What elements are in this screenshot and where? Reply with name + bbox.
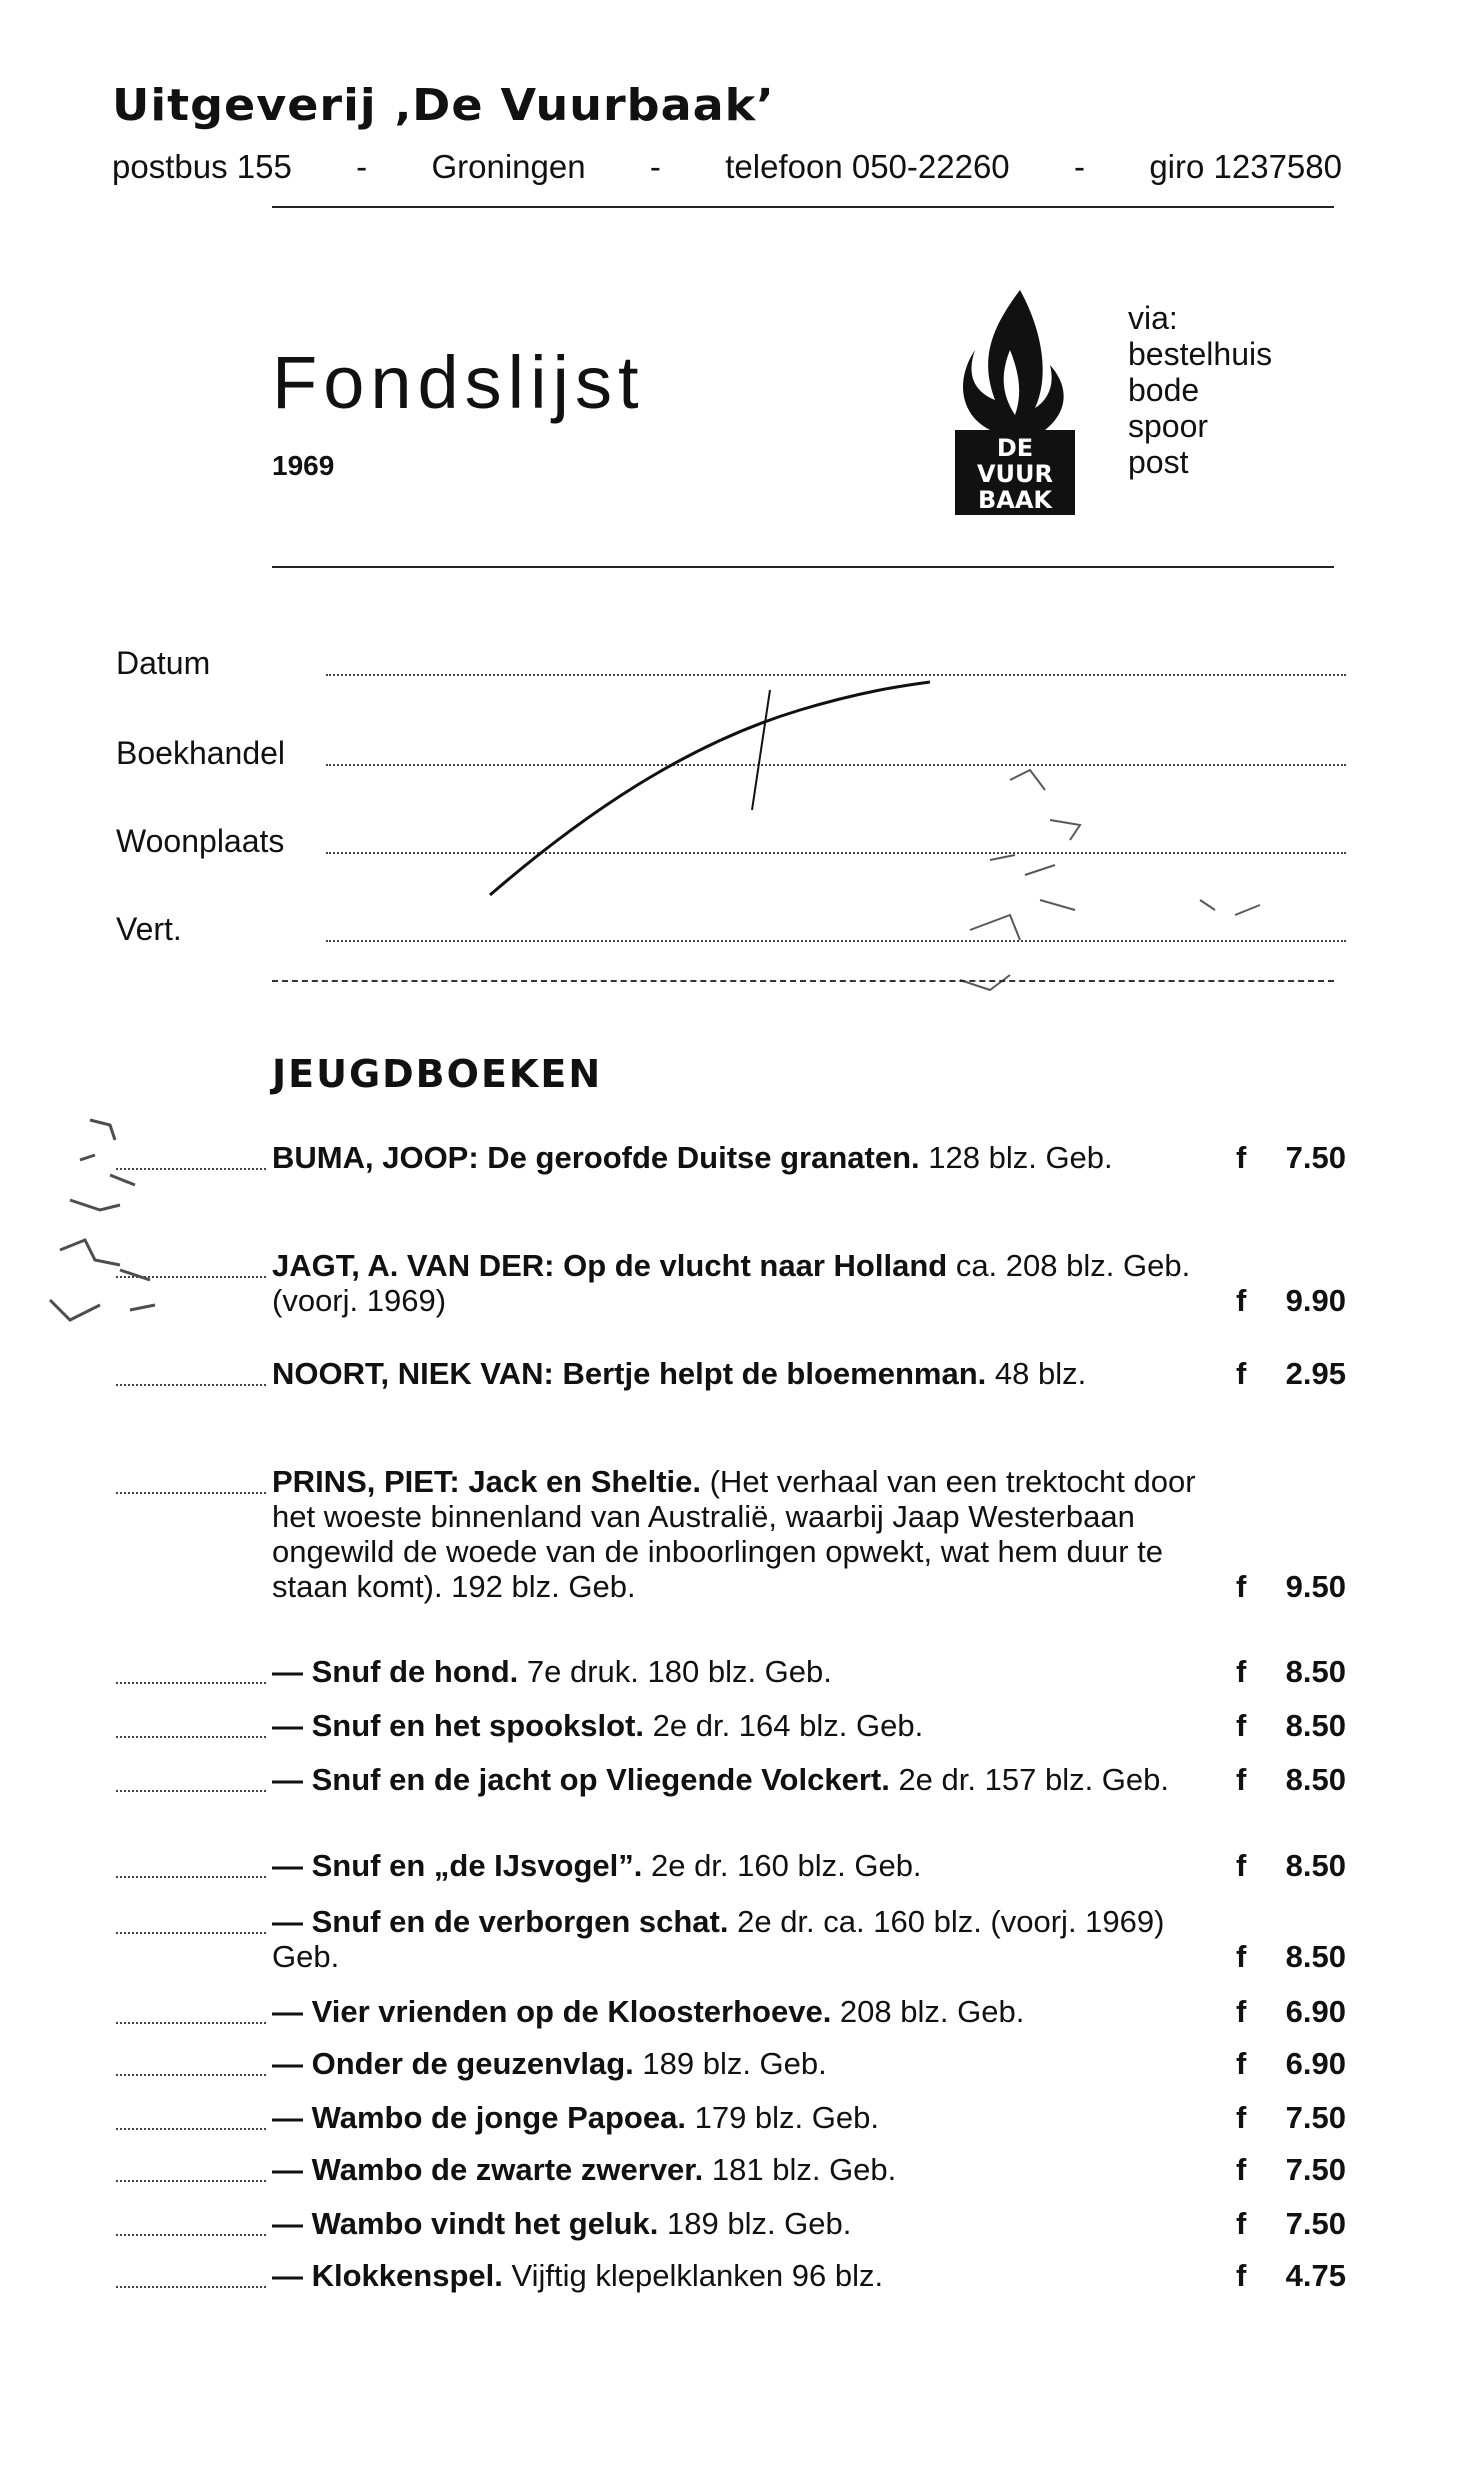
book-entry [116,1140,1346,1175]
svg-text:BAAK: BAAK [977,486,1053,514]
book-description [272,1464,1232,1604]
currency-symbol: f [1236,1939,1247,1974]
page-title: Fondslijst [272,341,645,424]
book-title: — Snuf en het spookslot. [272,1708,645,1743]
form-label-vert: Vert. [116,911,182,947]
year-label: 1969 [272,450,335,481]
book-details: 189 blz. Geb. [658,2206,852,2241]
order-quantity-field[interactable] [116,2180,266,2182]
price-value: 6.90 [1285,1994,1346,2029]
form-label-boekhandel: Boekhandel [116,735,286,771]
book-description [272,1904,1232,1974]
form-row-vert [116,906,1346,950]
book-price [1236,1848,1346,1883]
book-entry [116,1994,1346,2029]
book-title: — Vier vrienden op de Kloosterhoeve. [272,1994,832,2029]
book-title: — Wambo de zwarte zwerver. [272,2152,704,2187]
contact-sep: - [649,148,661,185]
order-quantity-field[interactable] [116,2286,266,2288]
book-entry [116,1464,1346,1604]
book-price [1236,1569,1346,1604]
order-quantity-field[interactable] [116,2234,266,2236]
book-price [1236,2100,1346,2135]
via-option: spoor [1128,408,1209,444]
price-value: 8.50 [1285,1708,1346,1743]
book-price [1236,2206,1346,2241]
book-description [272,1994,1232,2029]
price-value: 7.50 [1285,2206,1346,2241]
currency-symbol: f [1236,1654,1247,1689]
currency-symbol: f [1236,2258,1247,2293]
contact-sep: - [1073,148,1085,185]
currency-symbol: f [1236,2152,1247,2187]
book-title: — Snuf en „de IJsvogel”. [272,1848,643,1883]
book-details: Vijftig klepelklanken 96 blz. [502,2258,884,2293]
book-title: PRINS, PIET: Jack en Sheltie. [272,1464,701,1499]
book-title: — Snuf en de jacht op Vliegende Volckert. [272,1762,890,1797]
order-quantity-field[interactable] [116,2128,266,2130]
book-description [272,2206,1232,2241]
delivery-options [1128,300,1272,480]
contact-city: Groningen [431,148,586,185]
book-description [272,2258,1232,2293]
book-title: JAGT, A. VAN DER: Op de vlucht naar Holland [272,1248,948,1283]
currency-symbol: f [1236,2206,1247,2241]
book-price [1236,1356,1346,1391]
order-quantity-field[interactable] [116,1932,266,1934]
form-label-datum: Datum [116,645,211,681]
via-option: bestelhuis [1128,336,1273,372]
book-title: — Snuf en de verborgen schat. [272,1904,729,1939]
price-value: 9.90 [1285,1283,1346,1318]
currency-symbol: f [1236,2100,1247,2135]
order-quantity-field[interactable] [116,1790,266,1792]
book-entry [116,2100,1346,2135]
book-title: — Onder de geuzenvlag. [272,2046,634,2081]
book-price [1236,2046,1346,2081]
form-row-boekhandel [116,730,1346,774]
book-entry [116,1904,1346,1974]
via-option: bode [1128,372,1200,408]
order-quantity-field[interactable] [116,1876,266,1878]
price-value: 4.75 [1285,2258,1346,2293]
currency-symbol: f [1236,1356,1247,1391]
book-title: NOORT, NIEK VAN: Bertje helpt de bloemenman. [272,1356,987,1391]
currency-symbol: f [1236,1708,1247,1743]
price-value: 7.50 [1285,1140,1346,1175]
book-details: 48 blz. [986,1356,1087,1391]
price-value: 8.50 [1285,1762,1346,1797]
form-row-woonplaats [116,818,1346,862]
book-details: 2e dr. ca. 160 blz. (voorj. 1969) Geb. [272,1904,1165,1974]
book-description [272,1140,1232,1175]
form-divider [272,980,1334,982]
vert-field[interactable] [326,940,1346,942]
contact-giro: giro 1237580 [1149,148,1342,185]
order-quantity-field[interactable] [116,2074,266,2076]
book-description [272,2152,1232,2187]
book-details: 2e dr. 157 blz. Geb. [889,1762,1170,1797]
book-details: (Het verhaal van een trektocht door het woeste binnenland van Australië, waarbij Jaap Westerbaan ongewild de woede van de inboorlingen opwekt, wat hem duur te staan komt). 192 blz. Geb. [272,1464,1196,1604]
book-details: 128 blz. Geb. [919,1140,1113,1175]
book-title: — Wambo de jonge Papoea. [272,2100,686,2135]
book-entry [116,2258,1346,2293]
price-value: 7.50 [1285,2100,1346,2135]
book-price [1236,2152,1346,2187]
book-price [1236,1708,1346,1743]
book-price [1236,2258,1346,2293]
book-details: 181 blz. Geb. [703,2152,897,2187]
contact-line [112,148,1342,186]
book-entry [116,2152,1346,2187]
publisher-name: Uitgeverij ‚De Vuurbaak’ [112,79,775,131]
book-price [1236,1939,1346,1974]
order-quantity-field[interactable] [116,1736,266,1738]
form-label-woonplaats: Woonplaats [116,823,285,859]
order-quantity-field[interactable] [116,1682,266,1684]
book-details: ca. 208 blz. Geb. (voorj. 1969) [272,1248,1191,1318]
order-quantity-field[interactable] [116,1276,266,1278]
price-value: 6.90 [1285,2046,1346,2081]
price-value: 2.95 [1285,1356,1346,1391]
datum-field[interactable] [326,674,1346,676]
currency-symbol: f [1236,1569,1247,1604]
book-details: 179 blz. Geb. [685,2100,879,2135]
book-details: 2e dr. 164 blz. Geb. [644,1708,924,1743]
order-quantity-field[interactable] [116,2022,266,2024]
price-value: 8.50 [1285,1939,1346,1974]
order-quantity-field[interactable] [116,1384,266,1386]
book-details: 7e druk. 180 blz. Geb. [518,1654,832,1689]
book-entry [116,1248,1346,1318]
price-value: 9.50 [1285,1569,1346,1604]
section-title: JEUGDBOEKEN [272,1052,603,1096]
currency-symbol: f [1236,1140,1247,1175]
book-entry [116,1848,1346,1883]
book-title: — Wambo vindt het geluk. [272,2206,659,2241]
book-description [272,1356,1232,1391]
header-divider [272,206,1334,208]
currency-symbol: f [1236,1994,1247,2029]
book-details: 2e dr. 160 blz. Geb. [642,1848,922,1883]
book-entry [116,2206,1346,2241]
book-entry [116,1356,1346,1391]
order-quantity-field[interactable] [116,1168,266,1170]
book-price [1236,1654,1346,1689]
price-value: 7.50 [1285,2152,1346,2187]
price-value: 8.50 [1285,1848,1346,1883]
contact-phone: telefoon 050-22260 [725,148,1010,185]
book-price [1236,1762,1346,1797]
book-title: — Klokkenspel. [272,2258,503,2293]
book-description [272,1654,1232,1689]
via-label: via: [1128,300,1178,336]
book-description [272,2046,1232,2081]
currency-symbol: f [1236,1848,1247,1883]
price-value: 8.50 [1285,1654,1346,1689]
book-description [272,1708,1232,1743]
book-entry [116,1708,1346,1743]
book-price [1236,1283,1346,1318]
book-description [272,1848,1232,1883]
contact-sep: - [356,148,368,185]
contact-postbus: postbus 155 [112,148,292,185]
book-details: 189 blz. Geb. [633,2046,827,2081]
book-title: BUMA, JOOP: De geroofde Duitse granaten. [272,1140,920,1175]
form-row-datum [116,640,1346,684]
book-description [272,1762,1232,1797]
woonplaats-field[interactable] [326,852,1346,854]
currency-symbol: f [1236,1283,1247,1318]
boekhandel-field[interactable] [326,764,1346,766]
book-description [272,1248,1232,1318]
currency-symbol: f [1236,1762,1247,1797]
book-price [1236,1140,1346,1175]
book-description [272,2100,1232,2135]
book-entry [116,2046,1346,2081]
via-option: post [1128,444,1189,480]
svg-text:VUUR: VUUR [976,460,1054,488]
svg-text:DE: DE [996,434,1034,462]
currency-symbol: f [1236,2046,1247,2081]
book-details: 208 blz. Geb. [831,1994,1025,2029]
book-entry [116,1654,1346,1689]
flame-logo-icon [950,290,1080,515]
order-quantity-field[interactable] [116,1492,266,1494]
book-price [1236,1994,1346,2029]
book-entry [116,1762,1346,1797]
title-divider [272,566,1334,568]
book-title: — Snuf de hond. [272,1654,519,1689]
